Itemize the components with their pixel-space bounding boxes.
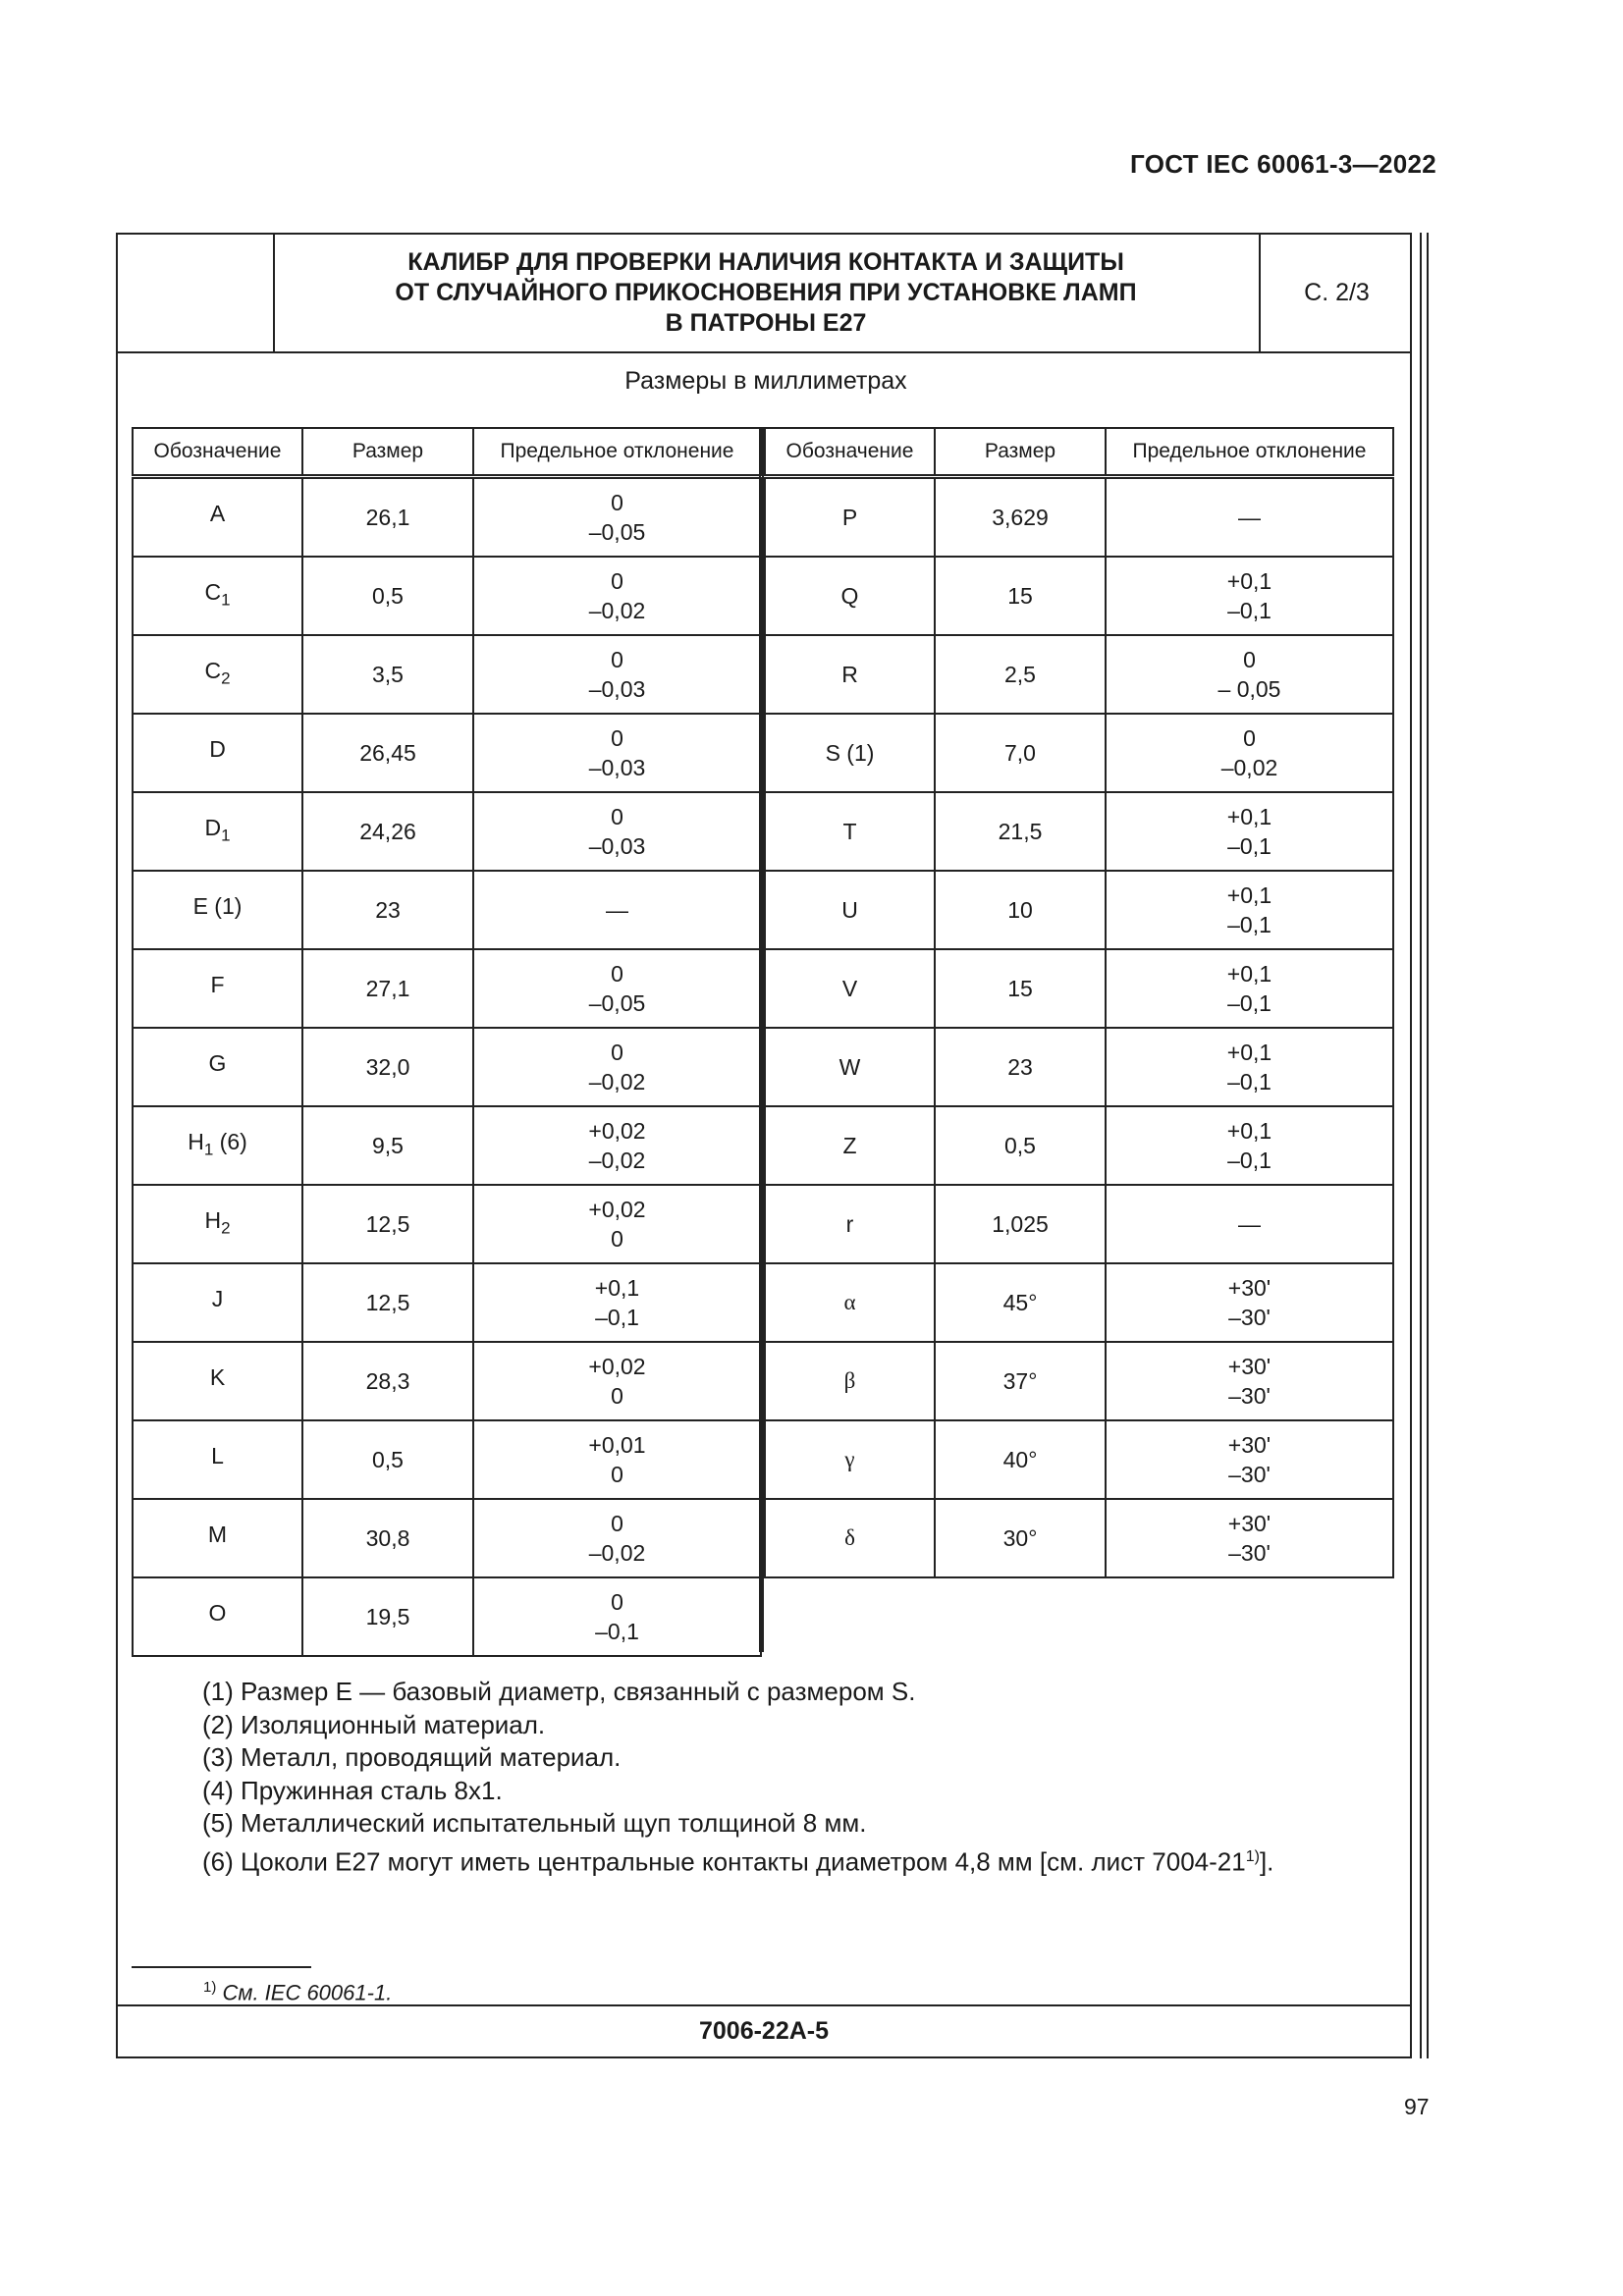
designation-cell	[133, 1185, 302, 1263]
deviation-upper: 0	[611, 1511, 623, 1536]
size-cell: 28,3	[302, 1342, 473, 1420]
deviation-lower: –0,1	[595, 1619, 639, 1644]
sheet-number: С. 2/3	[1259, 235, 1413, 351]
deviation-lower: –0,1	[1227, 1069, 1271, 1095]
deviation-cell	[473, 1420, 761, 1499]
size-cell: 1,025	[935, 1185, 1106, 1263]
size-cell: 2,5	[935, 635, 1106, 714]
designation-cell: U	[765, 871, 935, 949]
deviation-cell	[473, 1028, 761, 1106]
deviation-lower: 0	[611, 1383, 623, 1409]
deviation-cell	[1106, 949, 1393, 1028]
table-row	[133, 635, 761, 714]
note-item: (5) Металлический испытательный щуп толщиной 8 мм.	[202, 1808, 867, 1838]
column-header-size: Размер	[302, 428, 473, 477]
deviation-upper: +30'	[1227, 1275, 1271, 1301]
deviation-lower: – 0,05	[1217, 676, 1281, 702]
size-cell: 26,1	[302, 477, 473, 558]
size-cell: 30°	[935, 1499, 1106, 1577]
table-row	[133, 1028, 761, 1106]
designation-cell	[133, 477, 302, 558]
table-row	[765, 1263, 1393, 1342]
table-row	[133, 714, 761, 792]
column-header-designation: Обозначение	[133, 428, 302, 477]
designation-cell: Z	[765, 1106, 935, 1185]
deviation-upper: 0	[611, 804, 623, 829]
deviation-upper: 0	[1243, 647, 1256, 672]
footnote-mark: 1)	[203, 1979, 217, 1996]
column-header-size: Размер	[935, 428, 1106, 477]
size-cell: 24,26	[302, 792, 473, 871]
designation-cell: V	[765, 949, 935, 1028]
deviation-cell	[1106, 871, 1393, 949]
deviation-upper: +0,1	[1226, 568, 1272, 594]
designation-cell	[133, 557, 302, 635]
deviation-cell	[1106, 477, 1393, 558]
deviation-cell	[1106, 714, 1393, 792]
note-item: (4) Пружинная сталь 8х1.	[202, 1775, 503, 1805]
deviation-lower: 0	[611, 1226, 623, 1252]
deviation-cell	[473, 871, 761, 949]
deviation-upper: 0	[611, 725, 623, 751]
deviation-upper: +30'	[1227, 1354, 1271, 1379]
note-item: (2) Изоляционный материал.	[202, 1709, 546, 1739]
table-row	[765, 1499, 1393, 1577]
designation-cell	[133, 1263, 302, 1342]
designation-cell	[133, 1577, 302, 1656]
deviation-lower: –0,03	[588, 755, 646, 780]
designation-subscript: 1	[221, 590, 231, 610]
deviation-upper: 0	[1243, 725, 1256, 751]
sheet-frame	[116, 233, 1412, 2058]
deviation-lower: –0,02	[588, 598, 646, 623]
designation-letter: L	[211, 1442, 224, 1468]
deviation-lower: –0,03	[588, 676, 646, 702]
designation-letter: C	[204, 657, 222, 683]
deviation-lower: –0,05	[588, 519, 646, 545]
footnote	[203, 1979, 392, 2005]
deviation-upper: +0,02	[588, 1118, 646, 1144]
designation-cell	[133, 714, 302, 792]
size-cell: 0,5	[302, 1420, 473, 1499]
note-item: (3) Металл, проводящий материал.	[202, 1742, 622, 1772]
column-header-deviation: Предельное отклонение	[1106, 428, 1393, 477]
designation-letter: M	[207, 1521, 228, 1547]
deviation-lower: –0,1	[1227, 833, 1271, 859]
deviation-cell	[473, 949, 761, 1028]
column-header-deviation: Предельное отклонение	[473, 428, 761, 477]
units-note: Размеры в миллиметрах	[624, 367, 907, 395]
table-row	[765, 1028, 1393, 1106]
deviation-upper: +0,01	[588, 1432, 646, 1458]
table-row	[133, 1420, 761, 1499]
table-row	[133, 1499, 761, 1577]
deviation-cell	[473, 1106, 761, 1185]
deviation-upper: 0	[611, 490, 623, 515]
deviation-upper: +30'	[1227, 1432, 1271, 1458]
deviation-cell	[1106, 1263, 1393, 1342]
size-cell: 26,45	[302, 714, 473, 792]
dimensions-table-left	[132, 427, 762, 1657]
deviation-cell	[473, 1577, 761, 1656]
designation-cell: β	[765, 1342, 935, 1420]
table-row	[765, 1185, 1393, 1263]
sheet-code: 7006-22A-5	[118, 2004, 1410, 2056]
designation-subscript: 2	[221, 668, 231, 688]
deviation-cell	[1106, 1028, 1393, 1106]
table-row	[765, 557, 1393, 635]
table-row	[765, 477, 1393, 558]
size-cell: 40°	[935, 1420, 1106, 1499]
table-row	[765, 1106, 1393, 1185]
size-cell: 7,0	[935, 714, 1106, 792]
size-cell: 12,5	[302, 1185, 473, 1263]
table-row	[765, 871, 1393, 949]
deviation-upper: +0,02	[588, 1197, 646, 1222]
size-cell: 12,5	[302, 1263, 473, 1342]
size-cell: 19,5	[302, 1577, 473, 1656]
designation-letter: D	[204, 814, 222, 840]
designation-cell: S (1)	[765, 714, 935, 792]
deviation-lower: –30'	[1228, 1462, 1271, 1487]
deviation-lower: –0,1	[1227, 912, 1271, 937]
designation-subscript: 1	[221, 826, 231, 845]
size-cell: 37°	[935, 1342, 1106, 1420]
deviation-lower: –30'	[1228, 1540, 1271, 1566]
dimensions-table-right	[764, 427, 1394, 1578]
deviation-cell	[1106, 1420, 1393, 1499]
note-item: (1) Размер Е — базовый диаметр, связанный с размером S.	[202, 1677, 916, 1706]
table-row	[133, 949, 761, 1028]
designation-letter: H	[188, 1128, 204, 1154]
deviation-lower: –0,1	[1227, 990, 1271, 1016]
notes-list	[202, 1676, 1273, 1879]
deviation-lower: –0,03	[588, 833, 646, 859]
deviation-upper: +0,1	[1226, 961, 1272, 987]
deviation-lower: –0,02	[588, 1540, 646, 1566]
deviation-cell	[1106, 1185, 1393, 1263]
designation-cell: r	[765, 1185, 935, 1263]
footnote-text: См. IEC 60061-1.	[222, 1980, 393, 2005]
designation-letter: C	[204, 578, 222, 605]
table-row	[133, 1263, 761, 1342]
designation-cell: γ	[765, 1420, 935, 1499]
deviation-lower: –30'	[1228, 1383, 1271, 1409]
size-cell: 30,8	[302, 1499, 473, 1577]
designation-cell	[133, 792, 302, 871]
note-text: (6) Цоколи Е27 могут иметь центральные контакты диаметром 4,8 мм [см. лист 7004-21	[202, 1846, 1246, 1877]
deviation-upper: 0	[611, 961, 623, 987]
table-row	[133, 477, 761, 558]
size-cell: 3,5	[302, 635, 473, 714]
designation-cell	[133, 1420, 302, 1499]
size-cell: 0,5	[302, 557, 473, 635]
note-item	[202, 1841, 1273, 1879]
sheet-title: КАЛИБР ДЛЯ ПРОВЕРКИ НАЛИЧИЯ КОНТАКТА И ЗАЩИТЫ ОТ СЛУЧАЙНОГО ПРИКОСНОВЕНИЯ ПРИ УСТАНОВКЕ ЛАМП В ПАТРОНЫ Е27	[395, 248, 1137, 337]
deviation-upper: —	[1238, 505, 1261, 530]
deviation-lower: –0,05	[588, 990, 646, 1016]
designation-cell	[133, 1028, 302, 1106]
footnote-ref: 1)	[1245, 1847, 1260, 1865]
size-cell: 0,5	[935, 1106, 1106, 1185]
deviation-lower: –0,1	[1227, 598, 1271, 623]
table-row	[133, 871, 761, 949]
deviation-lower: –0,02	[588, 1069, 646, 1095]
designation-cell	[133, 1499, 302, 1577]
deviation-upper: +0,1	[1226, 882, 1272, 908]
deviation-lower: –0,02	[588, 1148, 646, 1173]
deviation-cell	[473, 714, 761, 792]
deviation-upper: 0	[611, 1040, 623, 1065]
size-cell: 15	[935, 557, 1106, 635]
table-row	[765, 1342, 1393, 1420]
table-row	[133, 1185, 761, 1263]
deviation-cell	[473, 792, 761, 871]
deviation-cell	[1106, 1106, 1393, 1185]
designation-letter: E (1)	[192, 892, 243, 919]
designation-cell: α	[765, 1263, 935, 1342]
footnote-divider	[132, 1966, 311, 1968]
size-cell: 3,629	[935, 477, 1106, 558]
deviation-lower: –0,02	[1220, 755, 1278, 780]
designation-cell: Q	[765, 557, 935, 635]
deviation-cell	[1106, 792, 1393, 871]
deviation-upper: 0	[611, 647, 623, 672]
table-row	[133, 1106, 761, 1185]
size-cell: 15	[935, 949, 1106, 1028]
deviation-cell	[473, 1263, 761, 1342]
deviation-cell	[1106, 1342, 1393, 1420]
designation-letter: H	[204, 1206, 222, 1233]
deviation-lower: –0,1	[1227, 1148, 1271, 1173]
table-row	[133, 557, 761, 635]
deviation-lower: –0,1	[595, 1305, 639, 1330]
column-header-designation: Обозначение	[765, 428, 935, 477]
designation-letter: K	[209, 1363, 226, 1390]
deviation-upper: +0,02	[588, 1354, 646, 1379]
size-cell: 23	[302, 871, 473, 949]
deviation-upper: +0,1	[1226, 804, 1272, 829]
table-row	[765, 635, 1393, 714]
deviation-upper: —	[606, 897, 628, 923]
deviation-cell	[473, 477, 761, 558]
designation-cell	[133, 871, 302, 949]
designation-cell: δ	[765, 1499, 935, 1577]
deviation-cell	[473, 1342, 761, 1420]
deviation-upper: 0	[611, 568, 623, 594]
deviation-upper: —	[1238, 1211, 1261, 1237]
note-end: ].	[1259, 1846, 1274, 1877]
title-block-blank-cell	[118, 235, 275, 351]
table-row	[133, 1342, 761, 1420]
size-cell: 21,5	[935, 792, 1106, 871]
designation-cell	[133, 635, 302, 714]
deviation-cell	[1106, 635, 1393, 714]
table-row	[133, 792, 761, 871]
designation-subscript: 1	[203, 1140, 214, 1159]
designation-cell	[133, 949, 302, 1028]
designation-cell: R	[765, 635, 935, 714]
designation-cell	[133, 1342, 302, 1420]
designation-letter: D	[209, 735, 226, 762]
table-row	[765, 792, 1393, 871]
deviation-cell	[473, 1185, 761, 1263]
designation-letter: G	[208, 1049, 227, 1076]
document-id: ГОСТ IEC 60061-3—2022	[1130, 149, 1436, 179]
deviation-lower: –30'	[1228, 1305, 1271, 1330]
table-header-row	[133, 428, 761, 477]
deviation-upper: 0	[611, 1589, 623, 1615]
size-cell: 10	[935, 871, 1106, 949]
designation-suffix: (6)	[213, 1128, 247, 1154]
binding-rule	[1420, 233, 1422, 2058]
deviation-lower: 0	[611, 1462, 623, 1487]
designation-cell: P	[765, 477, 935, 558]
deviation-cell	[473, 1499, 761, 1577]
designation-letter: A	[209, 500, 226, 526]
deviation-cell	[473, 635, 761, 714]
title-block	[118, 235, 1410, 353]
deviation-upper: +0,1	[594, 1275, 640, 1301]
deviation-cell	[1106, 1499, 1393, 1577]
table-row	[765, 1420, 1393, 1499]
designation-cell	[133, 1106, 302, 1185]
deviation-upper: +30'	[1227, 1511, 1271, 1536]
size-cell: 32,0	[302, 1028, 473, 1106]
deviation-cell	[473, 557, 761, 635]
table-row	[133, 1577, 761, 1656]
table-row	[765, 949, 1393, 1028]
table-row	[765, 714, 1393, 792]
designation-subscript: 2	[221, 1218, 231, 1238]
deviation-upper: +0,1	[1226, 1040, 1272, 1065]
designation-letter: J	[211, 1285, 224, 1311]
size-cell: 9,5	[302, 1106, 473, 1185]
page-number: 97	[1404, 2094, 1430, 2119]
deviation-cell	[1106, 557, 1393, 635]
table-header-row	[765, 428, 1393, 477]
designation-letter: O	[208, 1599, 227, 1626]
designation-cell: W	[765, 1028, 935, 1106]
deviation-upper: +0,1	[1226, 1118, 1272, 1144]
designation-letter: F	[210, 971, 225, 997]
size-cell: 45°	[935, 1263, 1106, 1342]
designation-cell: T	[765, 792, 935, 871]
size-cell: 23	[935, 1028, 1106, 1106]
binding-rule	[1427, 233, 1429, 2058]
size-cell: 27,1	[302, 949, 473, 1028]
